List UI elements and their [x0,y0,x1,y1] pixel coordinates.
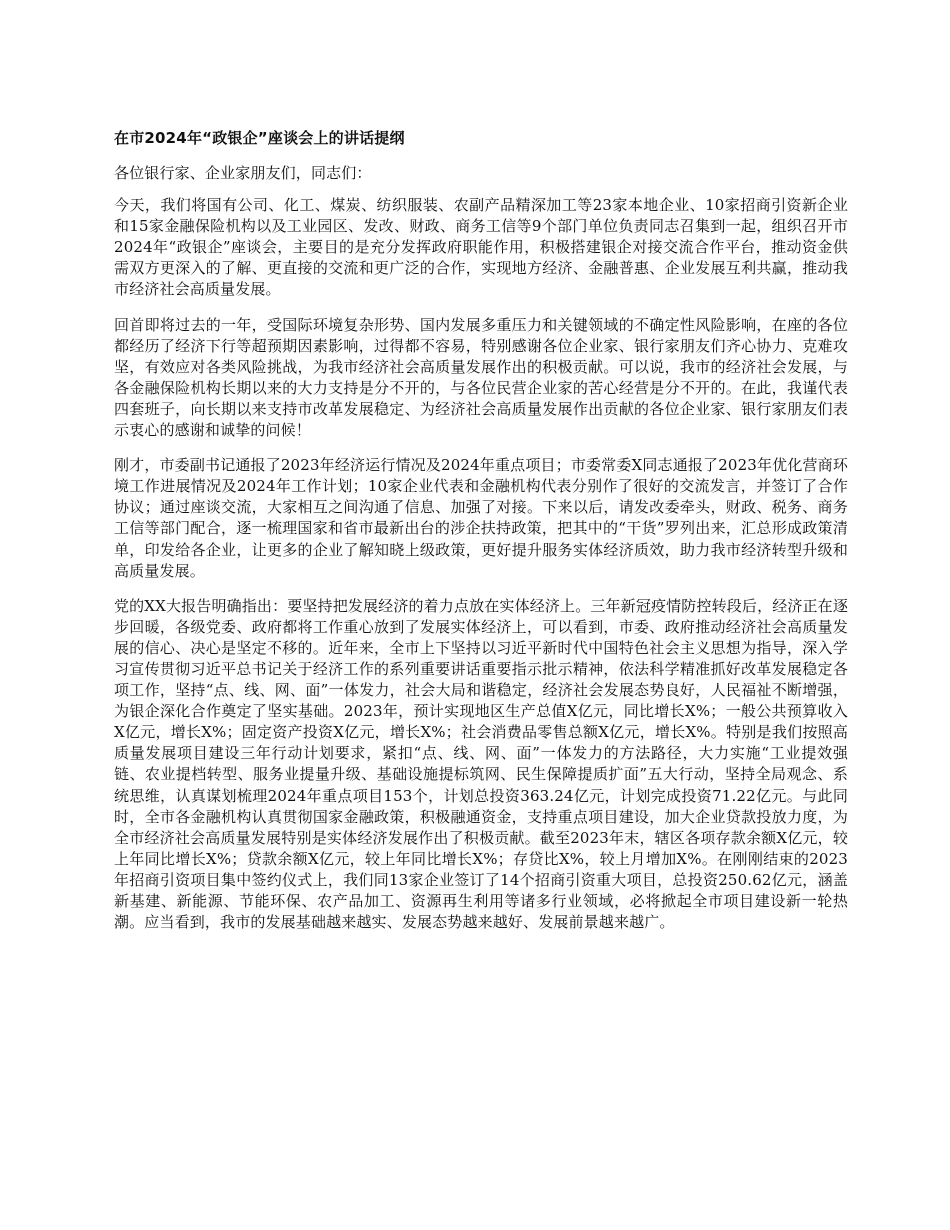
paragraph-opening: 今天，我们将国有公司、化工、煤炭、纺织服装、农副产品精深加工等23家本地企业、10家招商引资新企业和15家金融保险机构以及工业园区、发改、财政、商务工信等9个部门单位负责同志召集到一起，组织召开市2024年“政银企”座谈会，主要目的是充分发挥政府职能作用，积极搭建银企对接交流合作平台，推动资金供需双方更深入的了解、更直接的交流和更广泛的合作，实现地方经济、金融普惠、企业发展互利共赢，推动我市经济社会高质量发展。 [114,196,848,299]
paragraph-economy: 党的XX大报告明确指出：要坚持把发展经济的着力点放在实体经济上。三年新冠疫情防控转段后，经济正在逐步回暖，各级党委、政府都将工作重心放到了发展实体经济上，可以看到，市委、政府推动经济社会高质量发展的信心、决心是坚定不移的。近年来，全市上下坚持以习近平新时代中国特色社会主义思想为指导，深入学习宣传贯彻习近平总书记关于经济工作的系列重要讲话重要指示批示精神，依法科学精准抓好改革发展稳定各项工作，坚持“点、线、网、面”一体发力，社会大局和谐稳定，经济社会发展态势良好，人民福祉不断增强，为银企深化合作奠定了坚实基础。2023年，预计实现地区生产总值X亿元，同比增长X%；一般公共预算收入X亿元，增长X%；固定资产投资X亿元，增长X%；社会消费品零售总额X亿元，增长X%。特别是我们按照高质量发展项目建设三年行动计划要求，紧扣“点、线、网、面”一体发力的方法路径，大力实施“工业提效强链、农业提档转型、服务业提量升级、基础设施提标筑网、民生保障提质扩面”五大行动，坚持全局观念、系统思维，认真谋划梳理2024年重点项目153个，计划总投资363.24亿元，计划完成投资71.22亿元。与此同时，全市各金融机构认真贯彻国家金融政策，积极融通资金，支持重点项目建设，加大企业贷款投放力度，为全市经济社会高质量发展特别是实体经济发展作出了积极贡献。截至2023年末，辖区各项存款余额X亿元，较上年同比增长X%；贷款余额X亿元，较上年同比增长X%；存贷比X%，较上月增加X%。在刚刚结束的2023年招商引资项目集中签约仪式上，我们同13家企业签订了14个招商引资重大项目，总投资250.62亿元，涵盖新基建、新能源、节能环保、农产品加工、资源再生利用等诸多行业领域，必将掀起全市项目建设新一轮热潮。应当看到，我市的发展基础越来越实、发展态势越来越好、发展前景越来越广。 [114,596,848,932]
salutation: 各位银行家、企业家朋友们，同志们： [114,164,372,182]
document-title: 在市2024年“政银企”座谈会上的讲话提纲 [114,129,405,147]
paragraph-review: 回首即将过去的一年，受国际环境复杂形势、国内发展多重压力和关键领域的不确定性风险影响，在座的各位都经历了经济下行等超预期因素影响，过得都不容易，特别感谢各位企业家、银行家朋友们齐心协力、克难攻坚，有效应对各类风险挑战，为我市经济社会高质量发展作出的积极贡献。可以说，我市的经济社会发展，与各金融保险机构长期以来的大力支持是分不开的，与各位民营企业家的苦心经营是分不开的。在此，我谨代表四套班子，向长期以来支持市改革发展稳定、为经济社会高质量发展作出贡献的各位企业家、银行家朋友们表示衷心的感谢和诚挚的问候！ [114,315,848,440]
paragraph-briefing: 刚才，市委副书记通报了2023年经济运行情况及2024年重点项目；市委常委X同志通报了2023年优化营商环境工作进展情况及2024年工作计划；10家企业代表和金融机构代表分别作了很好的交流发言，并签订了合作协议；通过座谈交流，大家相互之间沟通了信息、加强了对接。下来以后，请发改委牵头，财政、税务、商务工信等部门配合，逐一梳理国家和省市最新出台的涉企扶持政策，把其中的“干货”罗列出来，汇总形成政策清单，印发给各企业，让更多的企业了解知晓上级政策，更好提升服务实体经济质效，助力我市经济转型升级和高质量发展。 [114,456,848,580]
document-page [114,120,848,947]
